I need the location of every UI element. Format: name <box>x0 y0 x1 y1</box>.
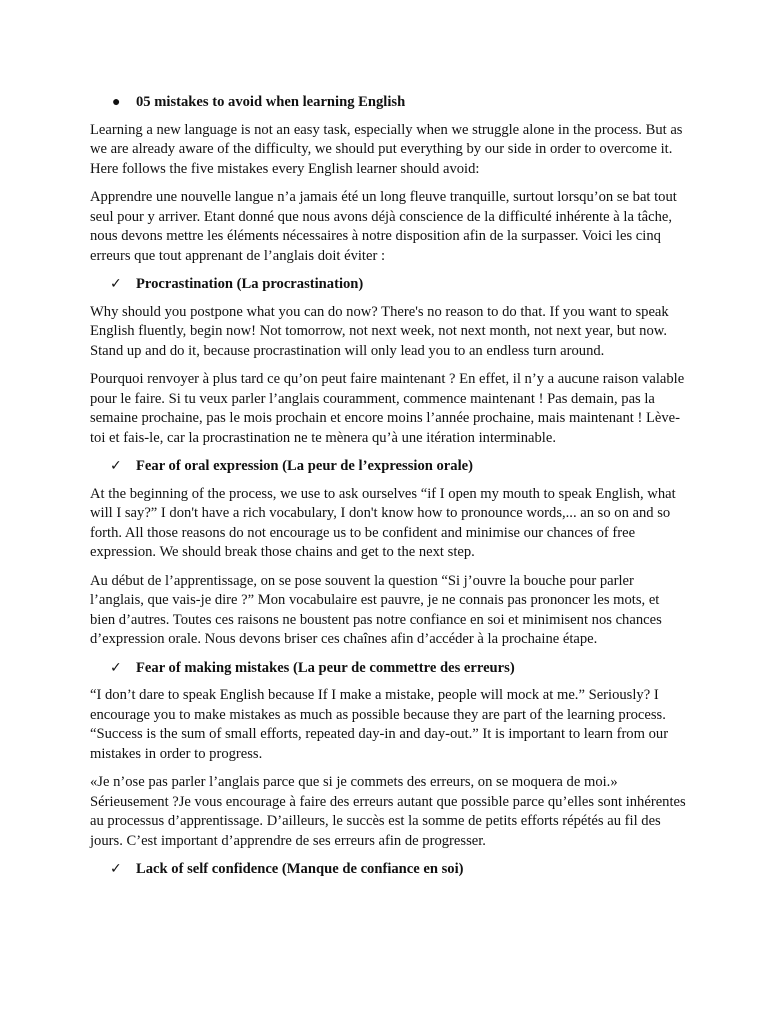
section-text-french: «Je n’ose pas parler l’anglais parce que si je commets des erreurs, on se moquera de moi.» Sérieusement ?Je vous encourage à faire des erreurs autant que possible parce qu’elles sont inhérentes au processus d’apprentissage. D’ailleurs, le succès est la somme de petits efforts répétés au fil des jours. C’est important d’apprendre de ses erreurs afin de progresser. <box>90 774 686 849</box>
section-heading-self-confidence <box>90 860 686 880</box>
section-text-french: Au début de l’apprentissage, on se pose souvent la question “Si j’ouvre la bouche pour parler l’anglais, que vais-je dire ?” Mon vocabulaire est pauvre, je ne connais pas prononcer les mots, et bien d’autres. Toutes ces raisons ne boustent pas notre confiance en soi et minimisent nos chances d’expression orale. Nous devons briser ces chaînes afin d’accéder à la prochaine étape. <box>90 572 662 647</box>
section-heading-making-mistakes <box>90 659 686 679</box>
section-heading-oral-expression <box>90 457 686 477</box>
section-heading-text: Fear of making mistakes (La peur de commettre des erreurs) <box>136 659 515 676</box>
checkmark-icon: ✓ <box>110 458 122 474</box>
intro-french: Apprendre une nouvelle langue n’a jamais été un long fleuve tranquille, surtout lorsqu’on se bat tout seul pour y arriver. Etant donné que nous avons déjà conscience de la difficulté inhérente à la tâche, nous devons mettre les éléments nécessaires à notre disposition afin de la surpasser. Voici les cinq erreurs que tout apprenant de l’anglais doit éviter : <box>90 189 677 264</box>
section-text-french: Pourquoi renvoyer à plus tard ce qu’on peut faire maintenant ? En effet, il n’y a aucune raison valable pour le faire. Si tu veux parler l’anglais couramment, commence maintenant ! Pas demain, pas la semaine prochaine, pas le mois prochain et encore moins l’année prochaine, mais maintenant ! Lève-toi et fais-le, car la procrastination ne te mènera qu’à une itération interminable. <box>90 371 685 446</box>
section-text-english: At the beginning of the process, we use to ask ourselves “if I open my mouth to speak English, what will I say?” I don't have a rich vocabulary, I don't know how to pronounce words,... an so on and so forth. All those reasons do not encourage us to be confident and minimise our chances of free expression. We should break those chains and get to the next step. <box>90 485 676 560</box>
title-text: 05 mistakes to avoid when learning English <box>136 94 406 110</box>
bullet-icon: ● <box>112 95 121 110</box>
section-heading-procrastination <box>90 275 686 295</box>
document-title <box>90 93 686 113</box>
section-heading-text: Procrastination (La procrastination) <box>136 276 364 292</box>
section-heading-text: Fear of oral expression (La peur de l’expression orale) <box>136 458 473 474</box>
document-page <box>90 93 686 888</box>
checkmark-icon: ✓ <box>110 276 122 292</box>
section-text-english: Why should you postpone what you can do now? There's no reason to do that. If you want to speak English fluently, begin now! Not tomorrow, not next week, not next month, not next year, but now. Stand up and do it, because procrastination will only lead you to an endless turn around. <box>90 303 669 359</box>
checkmark-icon: ✓ <box>110 659 122 676</box>
checkmark-icon: ✓ <box>110 861 122 877</box>
section-heading-text: Lack of self confidence (Manque de confiance en soi) <box>136 861 464 877</box>
section-text-english: “I don’t dare to speak English because If I make a mistake, people will mock at me.” Seriously? I encourage you to make mistakes as much as possible because they are part of the learning process. “Success is the sum of small efforts, repeated day-in and day-out.” It is important to learn from our mistakes in order to progress. <box>90 687 669 762</box>
intro-english: Learning a new language is not an easy task, especially when we struggle alone in the process. But as we are already aware of the difficulty, we should put everything by our side in order to overcome it. Here follows the five mistakes every English learner should avoid: <box>90 121 683 177</box>
